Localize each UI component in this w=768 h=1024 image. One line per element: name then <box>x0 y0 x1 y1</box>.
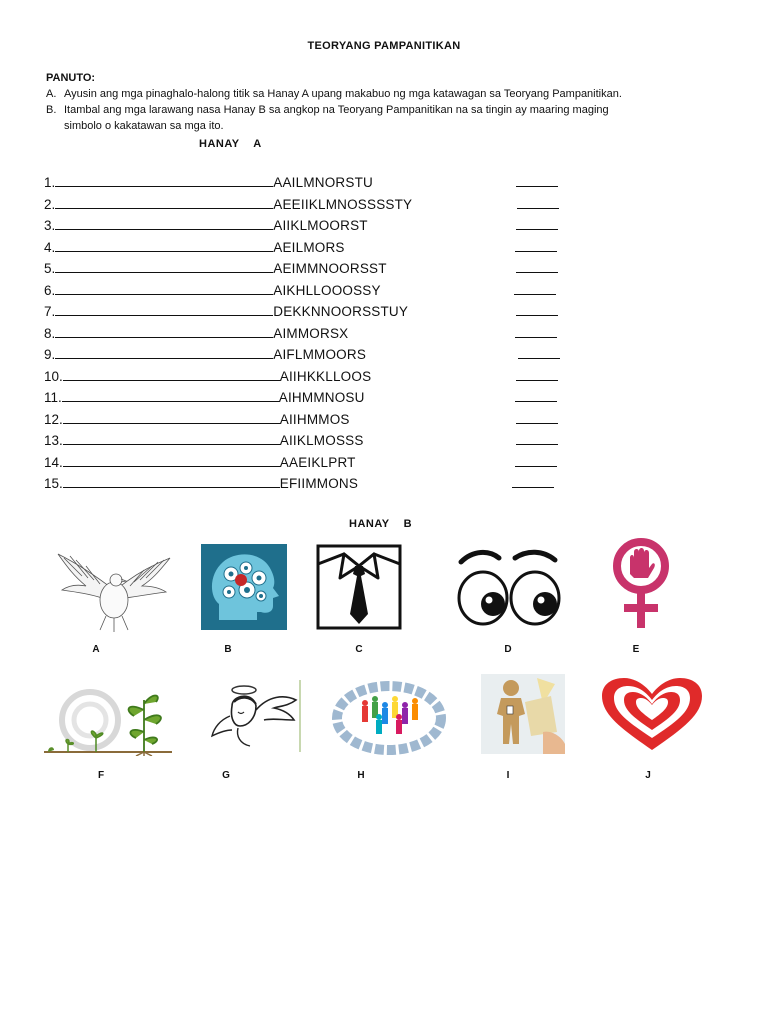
row-number: 14. <box>44 454 63 470</box>
heart-icon <box>600 676 704 752</box>
instruction-b <box>46 102 726 118</box>
instruction-continuation: simbolo o kakatawan sa mga ito. <box>64 120 224 132</box>
answer-line[interactable] <box>55 172 273 187</box>
scrambled-letters: AAEIKLPRT <box>279 454 356 470</box>
scrambled-letters: AIIHKKLLOOS <box>279 368 372 384</box>
match-blank[interactable] <box>516 172 558 187</box>
match-blank[interactable] <box>515 452 557 467</box>
instruction-text: Ayusin ang mga pinaghalo-halong titik sa Hanay A upang makabuo ng mga katawagan sa Teoryang Pampanitikan. <box>64 88 622 100</box>
picture-label: A <box>92 644 100 655</box>
answer-line[interactable] <box>55 258 273 273</box>
match-blank[interactable] <box>515 323 557 338</box>
row-number: 8. <box>44 325 56 341</box>
hanay-a-row <box>44 473 604 495</box>
row-number: 11. <box>44 390 62 405</box>
answer-line[interactable] <box>55 301 273 316</box>
hanay-a-row <box>44 409 604 431</box>
hanay-a-row <box>44 280 604 302</box>
paper-doll-icon <box>481 674 565 754</box>
hanay-a-row <box>44 172 604 194</box>
hanay-a-row <box>44 194 604 216</box>
row-number: 12. <box>44 411 63 427</box>
picture-label: J <box>645 770 651 781</box>
match-blank[interactable] <box>515 387 557 402</box>
match-blank[interactable] <box>518 344 560 359</box>
shirt-tie-icon <box>316 544 402 630</box>
instructions <box>46 70 726 134</box>
answer-line[interactable] <box>62 387 279 402</box>
hanay-a-row <box>44 344 604 366</box>
answer-line[interactable] <box>55 323 273 338</box>
row-number: 9. <box>44 347 56 362</box>
scrambled-letters: AIFLMMOORS <box>273 347 367 362</box>
row-number: 6. <box>44 282 56 298</box>
hanay-a-title: HANAY A <box>199 138 262 150</box>
row-number: 1. <box>44 175 56 190</box>
match-blank[interactable] <box>516 366 558 381</box>
match-blank[interactable] <box>516 430 558 445</box>
picture-label: E <box>632 644 640 655</box>
match-blank[interactable] <box>512 473 554 488</box>
row-number: 3. <box>44 218 56 233</box>
match-blank[interactable] <box>515 237 557 252</box>
plant-growth-icon <box>44 680 172 756</box>
answer-line[interactable] <box>63 473 280 488</box>
scrambled-letters: AEIMMNOORSST <box>273 261 387 276</box>
picture-label: B <box>224 644 232 655</box>
answer-line[interactable] <box>63 452 280 467</box>
row-number: 13. <box>44 433 63 448</box>
answer-line[interactable] <box>55 280 273 295</box>
hanay-a-row <box>44 430 604 452</box>
match-blank[interactable] <box>514 280 556 295</box>
picture-label: G <box>222 770 230 781</box>
hanay-a-row <box>44 452 604 474</box>
match-blank[interactable] <box>516 258 558 273</box>
answer-line[interactable] <box>63 430 280 445</box>
scrambled-letters: AEEIIKLMNOSSSSTY <box>273 196 413 212</box>
scrambled-letters: EFIIMMONS <box>279 476 359 491</box>
picture-label: C <box>355 644 363 655</box>
row-number: 15. <box>44 476 63 491</box>
answer-line[interactable] <box>55 237 273 252</box>
scrambled-letters: AIMMORSX <box>273 325 349 341</box>
match-blank[interactable] <box>517 194 559 209</box>
hanay-a-row <box>44 258 604 280</box>
match-blank[interactable] <box>516 409 558 424</box>
scrambled-letters: AAILMNORSTU <box>273 175 373 190</box>
hanay-a-row <box>44 387 604 409</box>
hanay-a-row <box>44 366 604 388</box>
match-blank[interactable] <box>516 301 558 316</box>
picture-label: D <box>504 644 512 655</box>
instruction-label: B. <box>46 104 57 116</box>
dove-icon <box>56 546 172 632</box>
brain-gears-icon <box>201 544 287 630</box>
scrambled-letters: AIKHLLOOOSSY <box>273 282 381 298</box>
feminist-fist-icon <box>608 536 674 630</box>
row-number: 5. <box>44 261 56 276</box>
match-blank[interactable] <box>516 215 558 230</box>
scrambled-letters: DEKKNNOORSSTUY <box>273 304 409 319</box>
angel-icon <box>210 676 304 756</box>
scrambled-letters: AEILMORS <box>273 239 345 255</box>
hanay-a-row <box>44 323 604 345</box>
row-number: 7. <box>44 304 56 319</box>
row-number: 2. <box>44 196 56 212</box>
cartoon-eyes-icon <box>453 548 563 630</box>
community-circle-icon <box>332 676 446 756</box>
instruction-label: A. <box>46 88 57 100</box>
scrambled-letters: AIHMMNOSU <box>278 390 365 405</box>
hanay-a-row <box>44 215 604 237</box>
picture-label: I <box>506 770 510 781</box>
hanay-a-list <box>44 172 604 495</box>
scrambled-letters: AIIKLMOSSS <box>279 433 364 448</box>
row-number: 4. <box>44 239 56 255</box>
answer-line[interactable] <box>55 344 273 359</box>
answer-line[interactable] <box>63 409 280 424</box>
page-title: TEORYANG PAMPANITIKAN <box>307 40 461 52</box>
answer-line[interactable] <box>63 366 280 381</box>
scrambled-letters: AIIKLMOORST <box>273 218 368 233</box>
picture-label: H <box>357 770 365 781</box>
instructions-heading: PANUTO: <box>46 72 96 84</box>
instruction-text: Itambal ang mga larawang nasa Hanay B sa angkop na Teoryang Pampanitikan na sa tingin ay maaring maging <box>64 104 609 116</box>
answer-line[interactable] <box>55 215 273 230</box>
row-number: 10. <box>44 368 63 384</box>
hanay-a-row <box>44 301 604 323</box>
hanay-a-row <box>44 237 604 259</box>
picture-label: F <box>97 770 105 781</box>
scrambled-letters: AIIHMMOS <box>279 411 350 427</box>
answer-line[interactable] <box>55 194 273 209</box>
hanay-b-title: HANAY B <box>349 518 413 530</box>
instruction-a <box>46 86 726 102</box>
